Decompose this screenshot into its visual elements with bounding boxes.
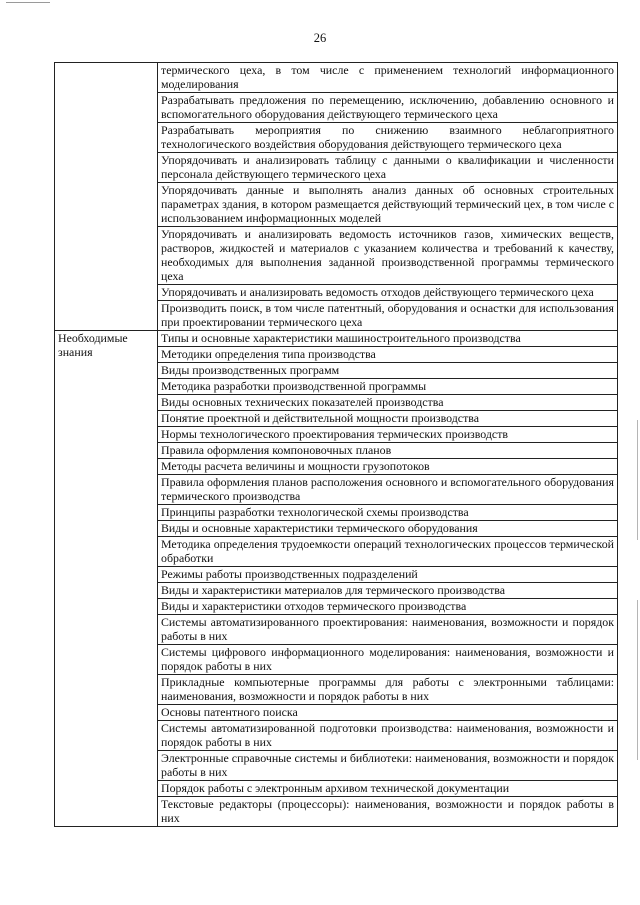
knowledge-section-item: Режимы работы производственных подразделений <box>158 567 618 583</box>
knowledge-section-item: Электронные справочные системы и библиотеки: наименования, возможности и порядок работы в них <box>158 751 618 781</box>
continued-section-item: Упорядочивать и анализировать таблицу с данными о квалификации и численности персонала действующего термического цеха <box>158 153 618 183</box>
knowledge-section-label: Необходимые знания <box>55 331 158 827</box>
knowledge-section-item: Правила оформления планов расположения основного и вспомогательного оборудования термического производства <box>158 475 618 505</box>
knowledge-section-row <box>55 331 618 347</box>
knowledge-section-item: Типы и основные характеристики машиностроительного производства <box>158 331 618 347</box>
knowledge-section-item: Виды и характеристики отходов термического производства <box>158 599 618 615</box>
knowledge-section-item: Системы цифрового информационного моделирования: наименования, возможности и порядок работы в них <box>158 645 618 675</box>
knowledge-section-item: Методики определения типа производства <box>158 347 618 363</box>
continued-section-item: Разрабатывать мероприятия по снижению взаимного неблагоприятного технологического воздействия оборудования действующего термического цеха <box>158 123 618 153</box>
continued-section-item: Производить поиск, в том числе патентный, оборудования и оснастки для использования при проектировании термического цеха <box>158 301 618 331</box>
continued-section-item: термического цеха, в том числе с применением технологий информационного моделирования <box>158 63 618 93</box>
knowledge-section-item: Основы патентного поиска <box>158 705 618 721</box>
knowledge-section-item: Прикладные компьютерные программы для работы с электронными таблицами: наименования, возможности и порядок работы в них <box>158 675 618 705</box>
knowledge-section-item: Понятие проектной и действительной мощности производства <box>158 411 618 427</box>
knowledge-section-item: Системы автоматизированного проектирования: наименования, возможности и порядок работы в них <box>158 615 618 645</box>
knowledge-section-item: Методика определения трудоемкости операций технологических процессов термической обработки <box>158 537 618 567</box>
scan-edge-line <box>637 600 638 760</box>
knowledge-section-item: Виды основных технических показателей производства <box>158 395 618 411</box>
knowledge-section-item: Виды и характеристики материалов для термического производства <box>158 583 618 599</box>
continued-section-item: Разрабатывать предложения по перемещению, исключению, добавлению основного и вспомогательного оборудования действующего термического цеха <box>158 93 618 123</box>
continued-section-item: Упорядочивать данные и выполнять анализ данных об основных строительных параметрах здания, в котором размещается действующий термический цех, в том числе с использованием информационных моделей <box>158 183 618 227</box>
continued-section-row <box>55 63 618 93</box>
knowledge-section-item: Методы расчета величины и мощности грузопотоков <box>158 459 618 475</box>
continued-section-label <box>55 63 158 331</box>
competency-table <box>54 62 618 827</box>
scan-edge-line <box>637 420 638 540</box>
knowledge-section-item: Виды и основные характеристики термического оборудования <box>158 521 618 537</box>
knowledge-section-item: Порядок работы с электронным архивом технической документации <box>158 781 618 797</box>
knowledge-section-item: Системы автоматизированной подготовки производства: наименования, возможности и порядок работы в них <box>158 721 618 751</box>
page-number: 26 <box>313 31 327 45</box>
continued-section-item: Упорядочивать и анализировать ведомость источников газов, химических веществ, растворов, жидкостей и материалов с указанием количества и требований к качеству, необходимых для выполнения заданной производственной программы термического цеха <box>158 227 618 285</box>
knowledge-section-item: Виды производственных программ <box>158 363 618 379</box>
scan-top-mark <box>6 2 50 5</box>
knowledge-section-item: Правила оформления компоновочных планов <box>158 443 618 459</box>
knowledge-section-item: Методика разработки производственной программы <box>158 379 618 395</box>
continued-section-item: Упорядочивать и анализировать ведомость отходов действующего термического цеха <box>158 285 618 301</box>
knowledge-section-item: Принципы разработки технологической схемы производства <box>158 505 618 521</box>
knowledge-section-item: Текстовые редакторы (процессоры): наименования, возможности и порядок работы в них <box>158 797 618 827</box>
competency-table-body <box>55 63 618 827</box>
knowledge-section-item: Нормы технологического проектирования термических производств <box>158 427 618 443</box>
